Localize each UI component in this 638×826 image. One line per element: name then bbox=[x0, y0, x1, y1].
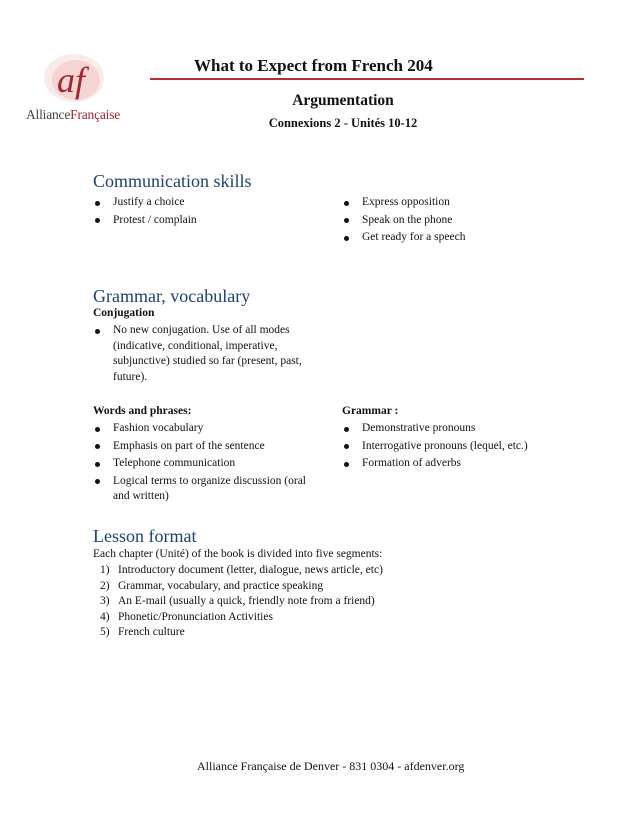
communication-skill-item: Protest / complain bbox=[93, 213, 313, 229]
words-phrases-list bbox=[93, 421, 321, 507]
grammar-list bbox=[342, 421, 582, 474]
course-units: Connexions 2 - Unités 10-12 bbox=[268, 116, 418, 130]
communication-skill-item: Get ready for a speech bbox=[342, 230, 562, 246]
footer-contact: Alliance Française de Denver - 831 0304 - afdenver.org bbox=[197, 759, 465, 773]
communication-heading: Communication skills bbox=[93, 171, 252, 191]
words-phrases-item: Emphasis on part of the sentence bbox=[93, 439, 321, 455]
words-phrases-item: Telephone communication bbox=[93, 456, 321, 472]
communication-skill-item: Express opposition bbox=[342, 195, 562, 211]
segment-number: 4) bbox=[100, 610, 110, 623]
lesson-intro: Each chapter (Unité) of the book is divided into five segments: bbox=[93, 548, 383, 560]
segment-number: 5) bbox=[100, 626, 110, 638]
lesson-segment bbox=[100, 610, 500, 626]
communication-skill-item: Justify a choice bbox=[93, 195, 313, 211]
communication-list-right bbox=[342, 195, 562, 248]
segment-number: 3) bbox=[100, 595, 110, 607]
grammar-item: Interrogative pronouns (lequel, etc.) bbox=[342, 439, 582, 455]
conjugation-item: No new conjugation. Use of all modes (indicative, conditional, imperative, subjunctive) studied so far (present, past, future). bbox=[93, 323, 321, 385]
lesson-segment bbox=[100, 594, 500, 610]
grammar-vocabulary-heading: Grammar, vocabulary bbox=[93, 286, 251, 306]
words-phrases-label: Words and phrases: bbox=[93, 405, 192, 417]
communication-skill-item: Speak on the phone bbox=[342, 213, 562, 229]
communication-list-left bbox=[93, 195, 313, 230]
words-phrases-item: Fashion vocabulary bbox=[93, 421, 321, 437]
segment-number: 1) bbox=[100, 564, 110, 576]
page-subtitle: Argumentation bbox=[292, 92, 394, 109]
lesson-segments-list bbox=[100, 563, 500, 641]
grammar-item: Formation of adverbs bbox=[342, 456, 582, 472]
segment-text: Phonetic/Pronunciation Activities bbox=[118, 610, 273, 623]
lesson-segment bbox=[100, 625, 500, 641]
segment-text: French culture bbox=[118, 626, 185, 638]
header-divider bbox=[150, 78, 584, 80]
grammar-item: Demonstrative pronouns bbox=[342, 421, 582, 437]
words-phrases-item: Logical terms to organize discussion (oral and written) bbox=[93, 474, 321, 505]
segment-number: 2) bbox=[100, 579, 110, 592]
lesson-segment bbox=[100, 563, 500, 579]
lesson-format-heading: Lesson format bbox=[93, 526, 197, 546]
conjugation-list bbox=[93, 323, 321, 387]
logo-text: AllianceFrançaise bbox=[26, 107, 121, 122]
page-title: What to Expect from French 204 bbox=[194, 56, 433, 75]
segment-text: Grammar, vocabulary, and practice speaking bbox=[118, 579, 324, 592]
segment-text: An E-mail (usually a quick, friendly note from a friend) bbox=[118, 595, 375, 607]
segment-text: Introductory document (letter, dialogue, news article, etc) bbox=[118, 564, 383, 576]
conjugation-label: Conjugation bbox=[93, 307, 155, 319]
svg-text:af: af bbox=[57, 60, 86, 100]
grammar-label: Grammar : bbox=[342, 405, 399, 417]
lesson-segment bbox=[100, 579, 500, 595]
